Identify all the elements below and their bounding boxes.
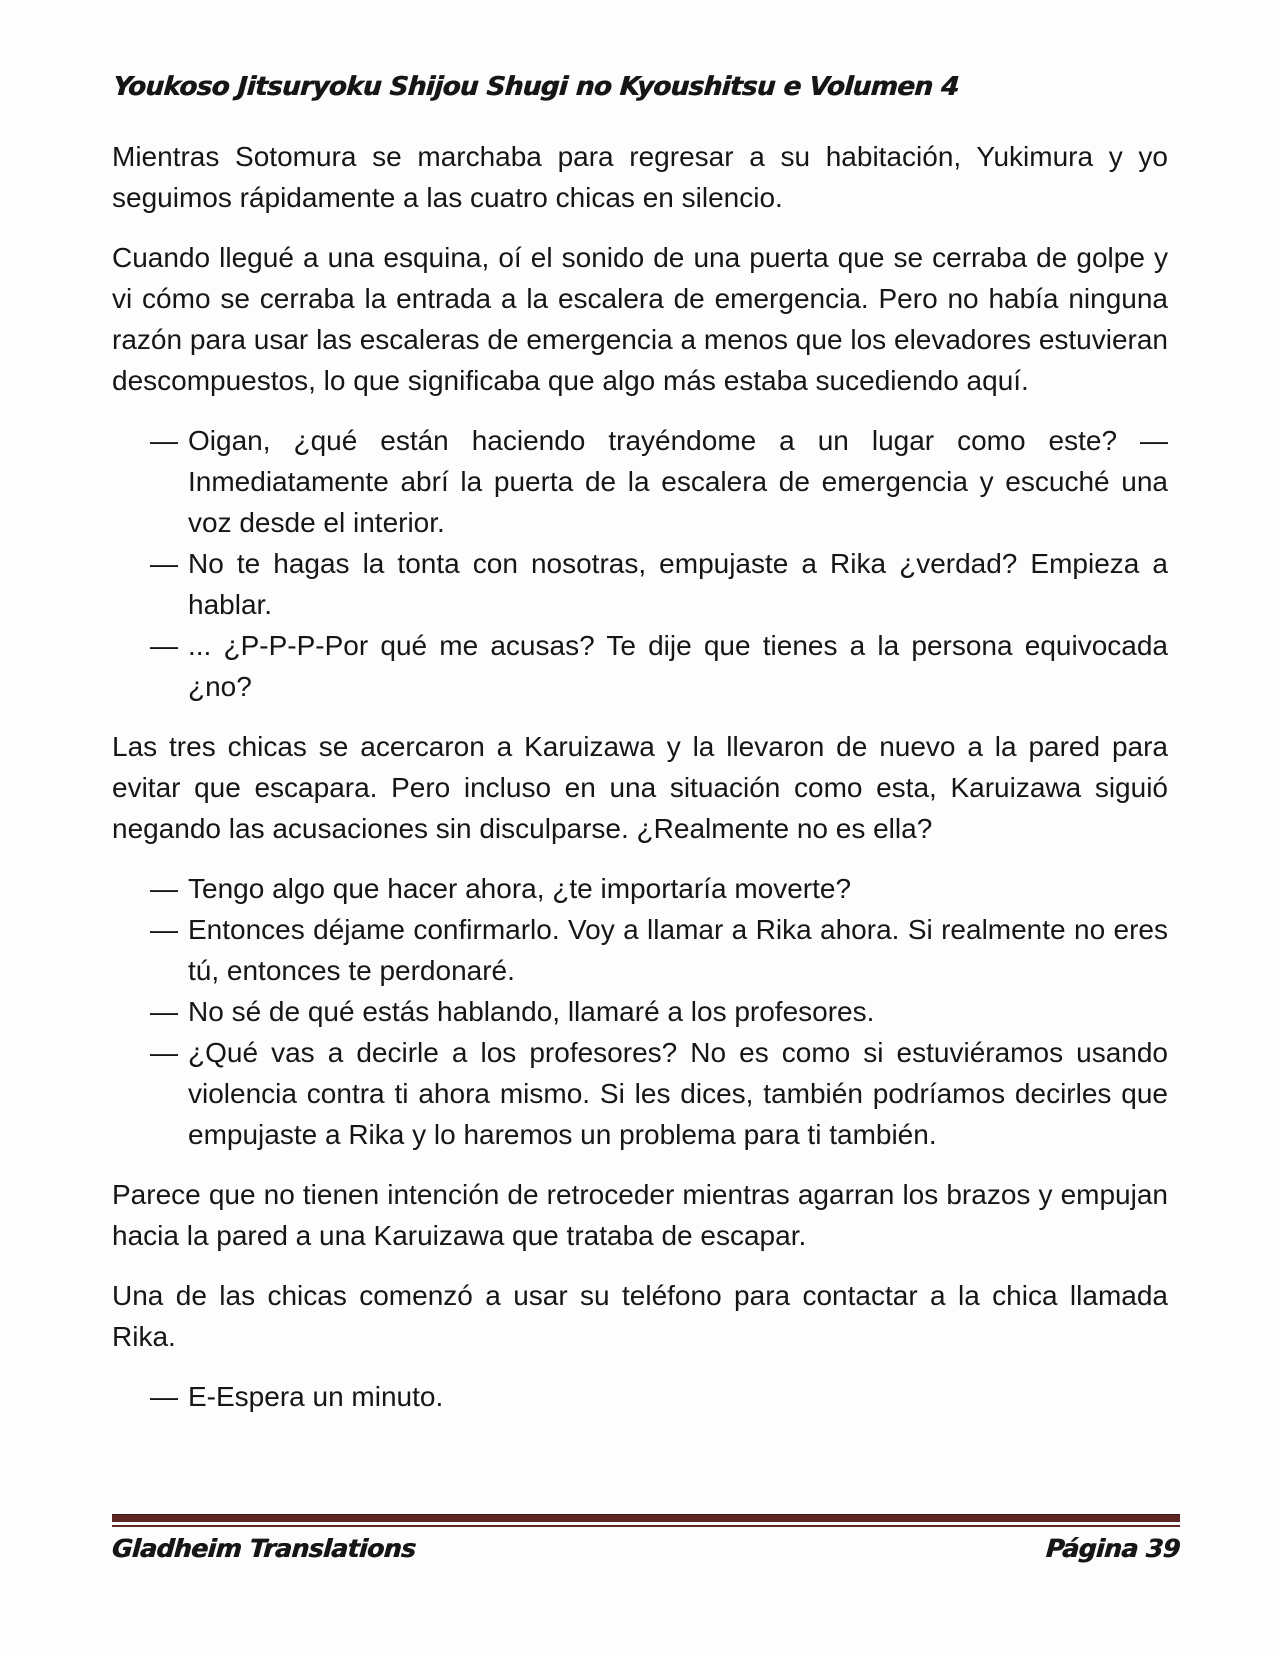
paragraph: Las tres chicas se acercaron a Karuizawa y la llevaron de nuevo a la pared para evitar que escapara. Pero incluso en una situación como esta, Karuizawa siguió negando las acusaciones sin disculparse. ¿Realmente no es ella?	[112, 731, 1168, 844]
em-dash-marker: —	[150, 1381, 178, 1412]
dialogue-text: No sé de qué estás hablando, llamaré a los profesores.	[188, 996, 875, 1027]
document-body	[112, 136, 1168, 1436]
dialogue-text: ... ¿P-P-P-Por qué me acusas? Te dije que tienes a la persona equivocada ¿no?	[188, 630, 1168, 702]
dialogue-line	[112, 625, 1168, 707]
dialogue-line	[112, 1376, 1168, 1417]
dialogue-block	[112, 420, 1168, 707]
footer-row	[112, 1534, 1180, 1563]
em-dash-marker: —	[150, 1037, 178, 1068]
dialogue-line	[112, 1032, 1168, 1155]
dialogue-text: Oigan, ¿qué están haciendo trayéndome a un lugar como este? — Inmediatamente abrí la puerta de la escalera de emergencia y escuché una voz desde el interior.	[188, 425, 1168, 538]
page-header	[112, 72, 1168, 102]
dialogue-block	[112, 1376, 1168, 1417]
dialogue-text: E-Espera un minuto.	[188, 1381, 444, 1412]
em-dash-marker: —	[150, 425, 178, 456]
dialogue-text: Entonces déjame confirmarlo. Voy a llamar a Rika ahora. Si realmente no eres tú, entonces te perdonaré.	[188, 914, 1168, 986]
em-dash-marker: —	[150, 873, 178, 904]
paragraph: Parece que no tienen intención de retroceder mientras agarran los brazos y empujan hacia la pared a una Karuizawa que trataba de escapar.	[112, 1179, 1168, 1251]
footer-page-number: Página 39	[1045, 1534, 1182, 1563]
em-dash-marker: —	[150, 548, 178, 579]
dialogue-line	[112, 991, 1168, 1032]
em-dash-marker: —	[150, 914, 178, 945]
dialogue-text: ¿Qué vas a decirle a los profesores? No es como si estuviéramos usando violencia contra ti ahora mismo. Si les dices, también podríamos decirles que empujaste a Rika y lo haremos un problema para ti también.	[188, 1037, 1168, 1150]
dialogue-block	[112, 868, 1168, 1155]
paragraph: Una de las chicas comenzó a usar su teléfono para contactar a la chica llamada Rika.	[112, 1280, 1168, 1352]
dialogue-line	[112, 543, 1168, 625]
dialogue-text: Tengo algo que hacer ahora, ¿te importaría moverte?	[188, 873, 852, 904]
dialogue-line	[112, 909, 1168, 991]
footer-rule-thin	[112, 1525, 1180, 1527]
dialogue-line	[112, 420, 1168, 543]
document-title: Youkoso Jitsuryoku Shijou Shugi no Kyoushitsu e Volumen 4	[112, 72, 960, 102]
em-dash-marker: —	[150, 996, 178, 1027]
footer-rule-thick	[112, 1514, 1180, 1522]
page-footer	[112, 1514, 1180, 1563]
paragraph: Cuando llegué a una esquina, oí el sonido de una puerta que se cerraba de golpe y vi cómo se cerraba la entrada a la escalera de emergencia. Pero no había ninguna razón para usar las escaleras de emergencia a menos que los elevadores estuvieran descompuestos, lo que significaba que algo más estaba sucediendo aquí.	[112, 242, 1168, 396]
paragraph: Mientras Sotomura se marchaba para regresar a su habitación, Yukimura y yo seguimos rápidamente a las cuatro chicas en silencio.	[112, 141, 1168, 213]
footer-translator-credit: Gladheim Translations	[110, 1534, 417, 1563]
dialogue-text: No te hagas la tonta con nosotras, empujaste a Rika ¿verdad? Empieza a hablar.	[188, 548, 1168, 620]
em-dash-marker: —	[150, 630, 178, 661]
dialogue-line	[112, 868, 1168, 909]
